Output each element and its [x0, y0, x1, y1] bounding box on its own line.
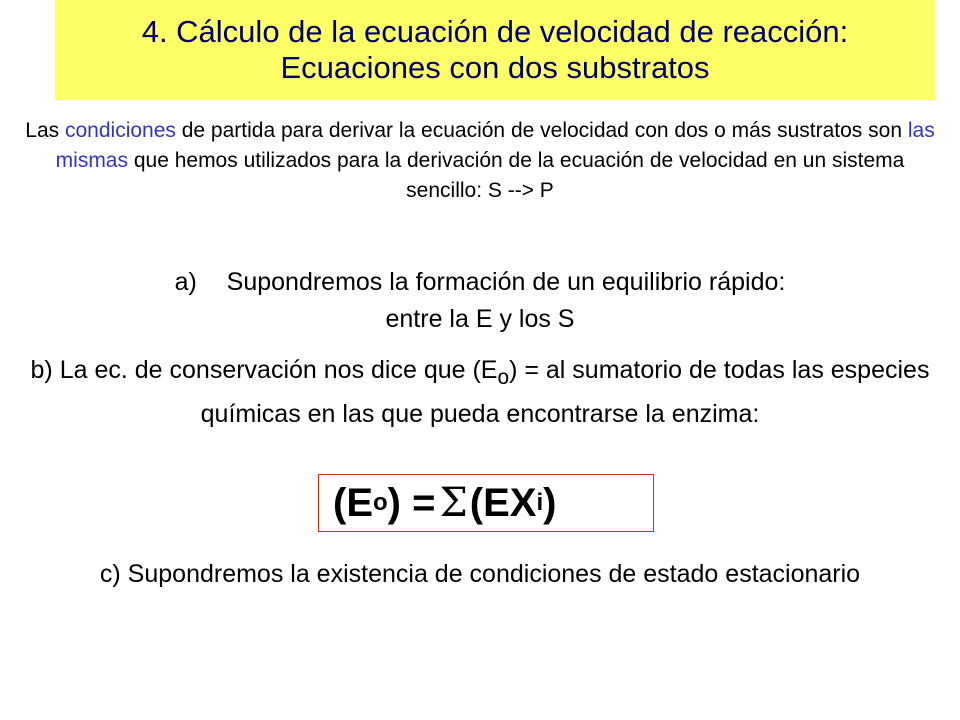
intro-text-1: Las	[25, 119, 65, 142]
item-b-text-2: ) = al sumatorio de todas las especies químicas en las que pueda encontrarse la enzima:	[200, 356, 930, 428]
formula-open: (E	[333, 480, 373, 525]
intro-highlight-condiciones: condiciones	[65, 119, 176, 142]
item-a-label: a)	[174, 268, 197, 296]
intro-highlight-las-mismas: las mismas	[55, 119, 935, 172]
item-c: c) Supondremos la existencia de condiciones de estado estacionario	[99, 560, 861, 588]
item-b	[30, 352, 930, 433]
intro-paragraph	[20, 116, 940, 206]
title-banner	[55, 0, 935, 100]
item-b-subscript: o	[497, 366, 510, 389]
formula-ex: (EX	[469, 480, 537, 525]
sigma-symbol: Σ	[439, 480, 468, 526]
intro-text-2: de partida para derivar la ecuación de velocidad con dos o más sustratos son	[175, 119, 908, 142]
item-a-line-1	[0, 264, 960, 301]
item-a	[0, 264, 960, 338]
conservation-formula: (E o ) = Σ (EX i )	[318, 474, 654, 532]
title-line-1: 4. Cálculo de la ecuación de velocidad de reacción:	[141, 14, 849, 49]
item-a-line-2: entre la E y los S	[385, 305, 575, 333]
title-line-2: Ecuaciones con dos substratos	[280, 50, 710, 85]
intro-text-3: que hemos utilizados para la derivación de la ecuación de velocidad en un sistema sencillo: S --> P	[128, 149, 905, 202]
formula-equals: ) =	[387, 480, 436, 525]
item-a-text: Supondremos la formación de un equilibrio rápido:	[226, 268, 786, 296]
formula-close: )	[543, 480, 557, 525]
item-b-text-1: b) La ec. de conservación nos dice que (E	[30, 356, 498, 384]
